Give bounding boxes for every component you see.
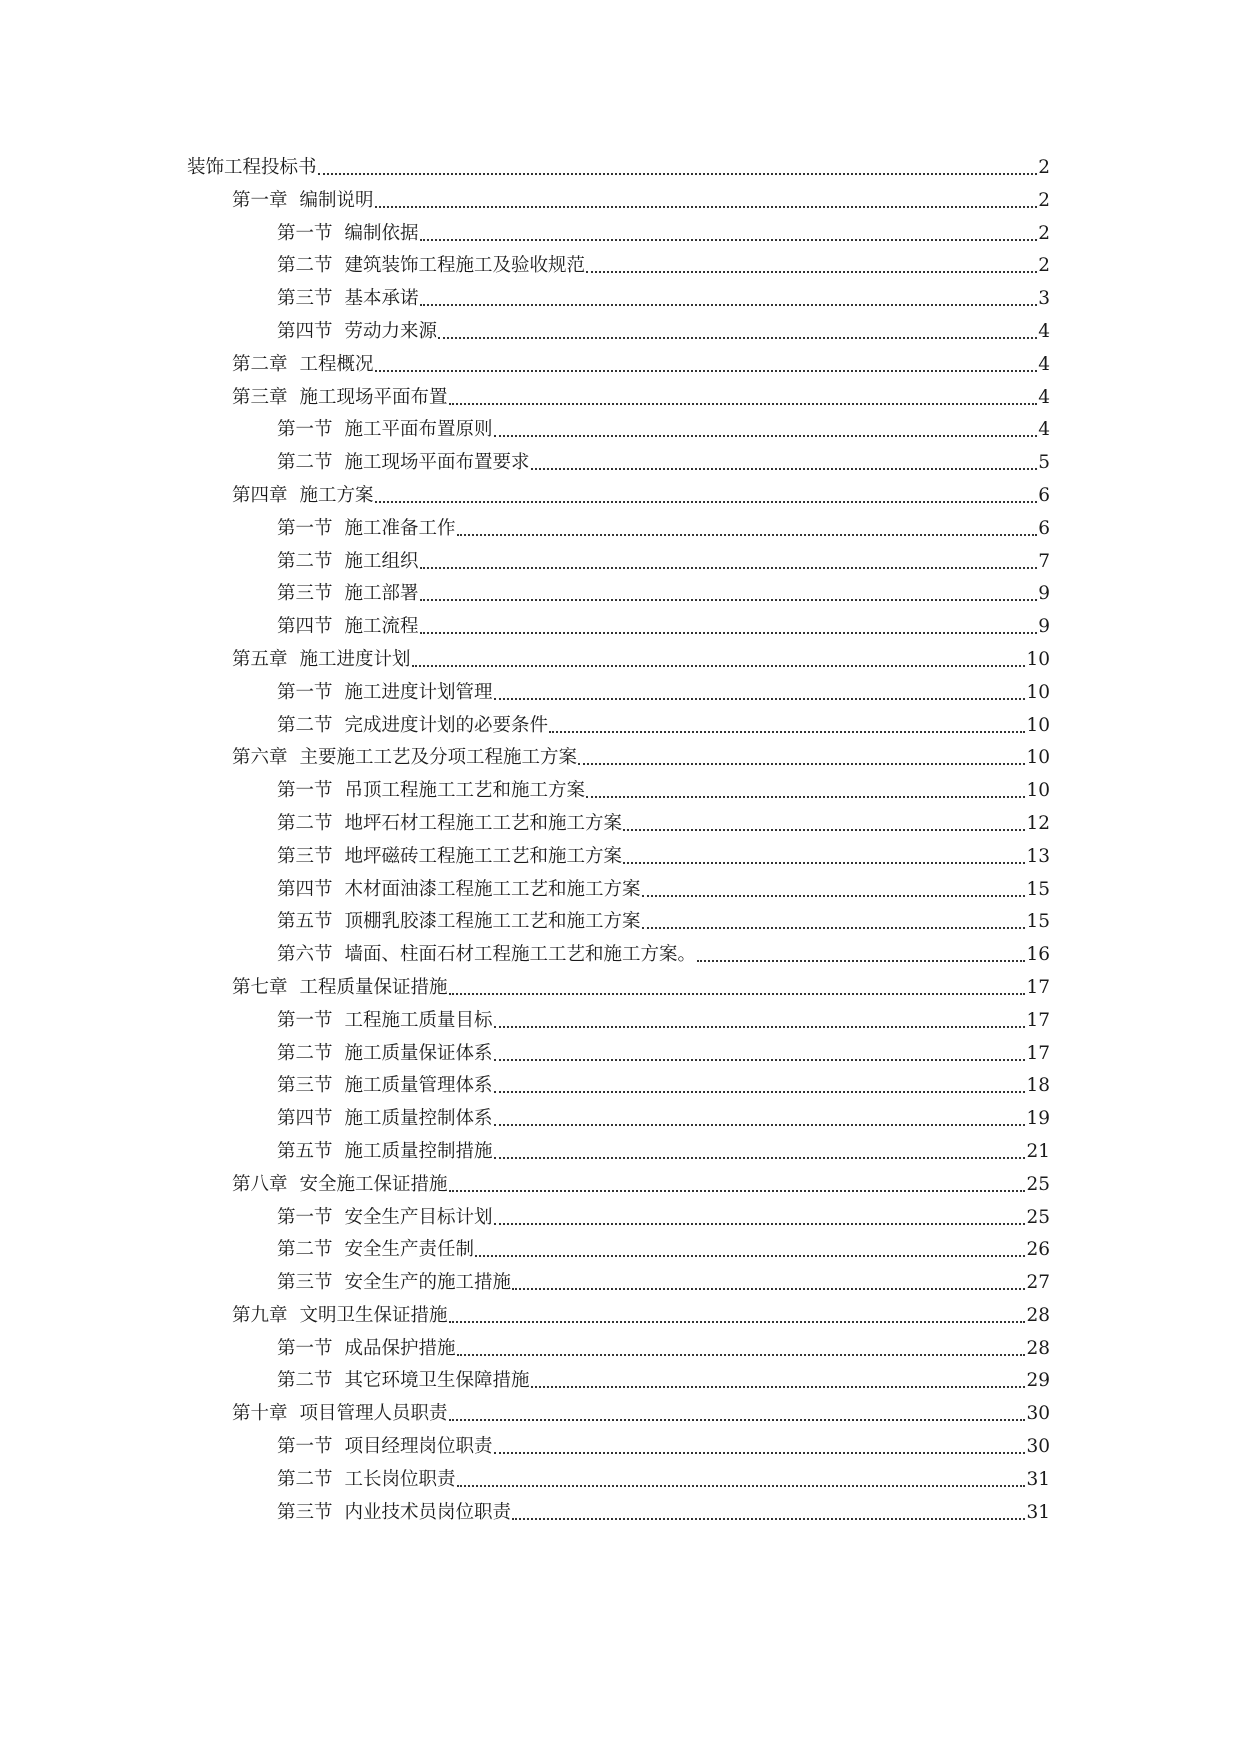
toc-row bbox=[232, 184, 1050, 212]
toc-title: 编制依据 bbox=[344, 222, 419, 244]
toc-page-number: 4 bbox=[1038, 353, 1050, 375]
toc-number: 第一章 bbox=[232, 189, 288, 211]
toc-entry-section[interactable] bbox=[0, 1266, 1241, 1299]
toc-label bbox=[277, 846, 622, 868]
toc-page-number: 5 bbox=[1038, 452, 1050, 474]
toc-row bbox=[232, 381, 1050, 409]
toc-entry-section[interactable] bbox=[0, 1496, 1241, 1529]
toc-page-number: 2 bbox=[1038, 157, 1050, 178]
toc-title: 装饰工程投标书 bbox=[187, 157, 317, 178]
toc-number: 第一节 bbox=[277, 780, 333, 802]
toc-number: 第一节 bbox=[277, 419, 333, 441]
dot-leader bbox=[642, 895, 1026, 897]
toc-row bbox=[277, 1496, 1050, 1524]
toc-number: 第四节 bbox=[277, 320, 333, 342]
toc-title: 工长岗位职责 bbox=[344, 1468, 456, 1490]
toc-page-number: 31 bbox=[1026, 1501, 1050, 1523]
toc-label bbox=[277, 1141, 493, 1163]
toc-row bbox=[277, 774, 1050, 802]
toc-title: 工程概况 bbox=[299, 353, 374, 375]
toc-row bbox=[277, 1004, 1050, 1032]
dot-leader bbox=[449, 1419, 1026, 1421]
toc-label bbox=[187, 157, 317, 179]
dot-leader bbox=[449, 403, 1038, 405]
toc-number: 第二节 bbox=[277, 452, 333, 474]
toc-entry-chapter[interactable] bbox=[0, 741, 1241, 774]
toc-label bbox=[277, 715, 548, 737]
toc-title: 施工方案 bbox=[299, 484, 374, 506]
toc-entry-section[interactable] bbox=[0, 217, 1241, 250]
table-of-contents bbox=[0, 151, 1241, 1528]
toc-entry-section[interactable] bbox=[0, 1102, 1241, 1135]
toc-row bbox=[277, 315, 1050, 343]
toc-number: 第十章 bbox=[232, 1403, 288, 1425]
toc-title: 基本承诺 bbox=[344, 288, 419, 310]
dot-leader bbox=[494, 1026, 1026, 1028]
toc-row bbox=[277, 1037, 1050, 1065]
toc-row bbox=[277, 873, 1050, 901]
toc-row bbox=[277, 1332, 1050, 1360]
toc-label bbox=[277, 1239, 474, 1261]
toc-label bbox=[277, 616, 419, 638]
toc-label bbox=[277, 879, 641, 901]
dot-leader bbox=[457, 534, 1038, 536]
dot-leader bbox=[375, 370, 1038, 372]
toc-number: 第五节 bbox=[277, 911, 333, 933]
toc-title: 文明卫生保证措施 bbox=[299, 1304, 448, 1326]
toc-entry-section[interactable] bbox=[0, 512, 1241, 545]
toc-page-number: 31 bbox=[1026, 1468, 1050, 1490]
dot-leader bbox=[494, 1124, 1026, 1126]
toc-number: 第一节 bbox=[277, 517, 333, 539]
toc-entry-section[interactable] bbox=[0, 873, 1241, 906]
toc-number: 第三节 bbox=[277, 1272, 333, 1294]
toc-number: 第四节 bbox=[277, 878, 333, 900]
toc-row bbox=[277, 676, 1050, 704]
toc-entry-chapter[interactable] bbox=[0, 184, 1241, 217]
toc-label bbox=[277, 944, 696, 966]
document-title bbox=[0, 21, 1, 22]
toc-number: 第九章 bbox=[232, 1304, 288, 1326]
toc-row bbox=[277, 577, 1050, 605]
toc-number: 第五章 bbox=[232, 648, 288, 670]
toc-title: 建筑装饰工程施工及验收规范 bbox=[344, 255, 586, 277]
toc-title: 地坪磁砖工程施工工艺和施工方案 bbox=[344, 845, 623, 867]
dot-leader bbox=[420, 567, 1038, 569]
toc-page-number: 10 bbox=[1026, 648, 1050, 670]
toc-row bbox=[232, 479, 1050, 507]
toc-number: 第六章 bbox=[232, 747, 288, 769]
dot-leader bbox=[449, 1321, 1026, 1323]
toc-row bbox=[232, 643, 1050, 671]
toc-number: 第二节 bbox=[277, 1042, 333, 1064]
toc-page-number: 2 bbox=[1038, 222, 1050, 244]
dot-leader bbox=[623, 829, 1025, 831]
toc-entry-section[interactable] bbox=[0, 1135, 1241, 1168]
toc-number: 第一节 bbox=[277, 1009, 333, 1031]
toc-title: 施工质量保证体系 bbox=[344, 1042, 493, 1064]
toc-title: 劳动力来源 bbox=[344, 320, 438, 342]
toc-page-number: 12 bbox=[1026, 812, 1050, 834]
dot-leader bbox=[494, 1059, 1026, 1061]
dot-leader bbox=[642, 927, 1026, 929]
toc-row bbox=[232, 1299, 1050, 1327]
dot-leader bbox=[549, 731, 1025, 733]
toc-label bbox=[232, 1305, 448, 1327]
toc-label bbox=[277, 1075, 493, 1097]
toc-title: 施工平面布置原则 bbox=[344, 419, 493, 441]
toc-page-number: 28 bbox=[1026, 1304, 1050, 1326]
toc-entry-chapter[interactable] bbox=[0, 1397, 1241, 1430]
toc-page-number: 13 bbox=[1026, 845, 1050, 867]
dot-leader bbox=[420, 239, 1038, 241]
toc-entry-section[interactable] bbox=[0, 577, 1241, 610]
toc-label bbox=[232, 387, 448, 409]
toc-title: 施工部署 bbox=[344, 583, 419, 605]
toc-row bbox=[277, 446, 1050, 474]
toc-label bbox=[277, 911, 641, 933]
dot-leader bbox=[457, 1354, 1026, 1356]
toc-label bbox=[277, 1207, 493, 1229]
toc-title: 完成进度计划的必要条件 bbox=[344, 714, 549, 736]
toc-entry-section[interactable] bbox=[0, 1201, 1241, 1234]
toc-number: 第八章 bbox=[232, 1173, 288, 1195]
toc-row bbox=[277, 840, 1050, 868]
toc-title: 项目经理岗位职责 bbox=[344, 1436, 493, 1458]
toc-row bbox=[277, 905, 1050, 933]
toc-number: 第三节 bbox=[277, 1075, 333, 1097]
toc-title: 编制说明 bbox=[299, 189, 374, 211]
toc-entry-chapter[interactable] bbox=[0, 479, 1241, 512]
toc-row bbox=[277, 512, 1050, 540]
toc-number: 第三节 bbox=[277, 1501, 333, 1523]
toc-number: 第五节 bbox=[277, 1140, 333, 1162]
dot-leader bbox=[697, 960, 1025, 962]
toc-label bbox=[277, 288, 419, 310]
toc-row bbox=[277, 1201, 1050, 1229]
toc-entry-section[interactable] bbox=[0, 1037, 1241, 1070]
toc-number: 第一节 bbox=[277, 1337, 333, 1359]
dot-leader bbox=[494, 1223, 1026, 1225]
toc-row bbox=[277, 1463, 1050, 1491]
toc-entry-section[interactable] bbox=[0, 807, 1241, 840]
toc-row bbox=[277, 1102, 1050, 1130]
toc-entry-title[interactable] bbox=[0, 151, 1241, 184]
toc-label bbox=[232, 354, 374, 376]
toc-entry-section[interactable] bbox=[0, 709, 1241, 742]
dot-leader bbox=[494, 1091, 1026, 1093]
dot-leader bbox=[375, 501, 1038, 503]
toc-number: 第二节 bbox=[277, 714, 333, 736]
dot-leader bbox=[494, 1452, 1026, 1454]
toc-entry-section[interactable] bbox=[0, 1332, 1241, 1365]
toc-number: 第二节 bbox=[277, 550, 333, 572]
toc-label bbox=[232, 649, 411, 671]
dot-leader bbox=[475, 1255, 1025, 1257]
toc-row bbox=[277, 610, 1050, 638]
dot-leader bbox=[449, 993, 1026, 995]
toc-label bbox=[232, 1403, 448, 1425]
toc-page-number: 15 bbox=[1026, 878, 1050, 900]
toc-label bbox=[232, 747, 577, 769]
toc-number: 第一节 bbox=[277, 681, 333, 703]
toc-page-number: 10 bbox=[1026, 747, 1050, 769]
toc-label bbox=[277, 255, 585, 277]
toc-title: 项目管理人员职责 bbox=[299, 1403, 448, 1425]
toc-label bbox=[277, 419, 493, 441]
toc-label bbox=[277, 682, 493, 704]
toc-entry-section[interactable] bbox=[0, 446, 1241, 479]
toc-row bbox=[232, 1397, 1050, 1425]
toc-row bbox=[232, 971, 1050, 999]
dot-leader bbox=[531, 1386, 1026, 1388]
toc-entry-section[interactable] bbox=[0, 1004, 1241, 1037]
toc-page-number: 4 bbox=[1038, 419, 1050, 441]
toc-number: 第一节 bbox=[277, 222, 333, 244]
dot-leader bbox=[494, 698, 1026, 700]
toc-title: 主要施工工艺及分项工程施工方案 bbox=[299, 747, 578, 769]
toc-title: 吊顶工程施工工艺和施工方案 bbox=[344, 780, 586, 802]
toc-page-number: 6 bbox=[1038, 517, 1050, 539]
toc-page-number: 10 bbox=[1026, 780, 1050, 802]
dot-leader bbox=[375, 206, 1038, 208]
toc-page-number: 28 bbox=[1026, 1337, 1050, 1359]
toc-label bbox=[277, 452, 530, 474]
toc-number: 第一节 bbox=[277, 1206, 333, 1228]
toc-title: 工程质量保证措施 bbox=[299, 976, 448, 998]
toc-entry-section[interactable] bbox=[0, 610, 1241, 643]
toc-entry-section[interactable] bbox=[0, 774, 1241, 807]
dot-leader bbox=[586, 796, 1025, 798]
dot-leader bbox=[420, 304, 1038, 306]
toc-entry-section[interactable] bbox=[0, 938, 1241, 971]
toc-row bbox=[277, 1233, 1050, 1261]
toc-title: 地坪石材工程施工工艺和施工方案 bbox=[344, 812, 623, 834]
dot-leader bbox=[420, 599, 1038, 601]
toc-entry-section[interactable] bbox=[0, 315, 1241, 348]
toc-number: 第七章 bbox=[232, 976, 288, 998]
toc-page-number: 9 bbox=[1038, 616, 1050, 638]
toc-number: 第二节 bbox=[277, 1239, 333, 1261]
toc-row bbox=[277, 709, 1050, 737]
toc-label bbox=[277, 551, 419, 573]
dot-leader bbox=[457, 1485, 1026, 1487]
dot-leader bbox=[512, 1518, 1025, 1520]
toc-entry-section[interactable] bbox=[0, 676, 1241, 709]
toc-label bbox=[277, 813, 622, 835]
toc-label bbox=[277, 1108, 493, 1130]
dot-leader bbox=[494, 1157, 1026, 1159]
toc-label bbox=[277, 1370, 530, 1392]
toc-page-number: 30 bbox=[1026, 1436, 1050, 1458]
toc-label bbox=[277, 1010, 493, 1032]
dot-leader bbox=[578, 763, 1025, 765]
toc-label bbox=[277, 518, 456, 540]
toc-label bbox=[232, 190, 374, 212]
toc-title: 安全生产的施工措施 bbox=[344, 1272, 512, 1294]
toc-number: 第三节 bbox=[277, 583, 333, 605]
toc-title: 墙面、柱面石材工程施工工艺和施工方案。 bbox=[344, 944, 697, 966]
toc-row bbox=[277, 938, 1050, 966]
toc-page-number: 9 bbox=[1038, 583, 1050, 605]
toc-title: 成品保护措施 bbox=[344, 1337, 456, 1359]
toc-page-number: 6 bbox=[1038, 484, 1050, 506]
toc-label bbox=[277, 1338, 456, 1360]
toc-page-number: 25 bbox=[1026, 1206, 1050, 1228]
toc-page-number: 2 bbox=[1038, 255, 1050, 277]
toc-label bbox=[277, 1469, 456, 1491]
toc-number: 第二节 bbox=[277, 255, 333, 277]
dot-leader bbox=[494, 435, 1038, 437]
toc-number: 第一节 bbox=[277, 1436, 333, 1458]
toc-page-number: 2 bbox=[1038, 189, 1050, 211]
toc-entry-chapter[interactable] bbox=[0, 1299, 1241, 1332]
toc-row bbox=[277, 1266, 1050, 1294]
toc-entry-section[interactable] bbox=[0, 1233, 1241, 1266]
toc-row bbox=[277, 217, 1050, 245]
toc-label bbox=[277, 1043, 493, 1065]
toc-page-number: 18 bbox=[1026, 1075, 1050, 1097]
toc-entry-chapter[interactable] bbox=[0, 348, 1241, 381]
toc-label bbox=[277, 1502, 511, 1524]
dot-leader bbox=[531, 468, 1038, 470]
toc-title: 施工进度计划管理 bbox=[344, 681, 493, 703]
toc-row bbox=[277, 1364, 1050, 1392]
dot-leader bbox=[420, 632, 1038, 634]
toc-row bbox=[277, 807, 1050, 835]
toc-page-number: 4 bbox=[1038, 386, 1050, 408]
toc-row bbox=[277, 1069, 1050, 1097]
toc-entry-section[interactable] bbox=[0, 840, 1241, 873]
toc-row bbox=[277, 413, 1050, 441]
toc-entry-section[interactable] bbox=[0, 1463, 1241, 1496]
toc-number: 第六节 bbox=[277, 944, 333, 966]
toc-title: 施工组织 bbox=[344, 550, 419, 572]
toc-label bbox=[277, 780, 585, 802]
toc-row bbox=[277, 1430, 1050, 1458]
toc-row bbox=[277, 1135, 1050, 1163]
toc-page-number: 17 bbox=[1026, 1009, 1050, 1031]
toc-page-number: 29 bbox=[1026, 1370, 1050, 1392]
dot-leader bbox=[512, 1288, 1025, 1290]
toc-entry-section[interactable] bbox=[0, 413, 1241, 446]
toc-page-number: 17 bbox=[1026, 976, 1050, 998]
toc-number: 第四节 bbox=[277, 616, 333, 638]
toc-entry-section[interactable] bbox=[0, 545, 1241, 578]
toc-title: 施工现场平面布置要求 bbox=[344, 452, 530, 474]
toc-entry-section[interactable] bbox=[0, 905, 1241, 938]
dot-leader bbox=[318, 173, 1038, 175]
toc-title: 施工质量控制措施 bbox=[344, 1140, 493, 1162]
toc-title: 安全施工保证措施 bbox=[299, 1173, 448, 1195]
toc-page-number: 17 bbox=[1026, 1042, 1050, 1064]
toc-number: 第二节 bbox=[277, 1468, 333, 1490]
toc-page-number: 21 bbox=[1026, 1140, 1050, 1162]
toc-entry-section[interactable] bbox=[0, 249, 1241, 282]
toc-entry-chapter[interactable] bbox=[0, 971, 1241, 1004]
toc-entry-section[interactable] bbox=[0, 1069, 1241, 1102]
toc-title: 施工准备工作 bbox=[344, 517, 456, 539]
toc-entry-chapter[interactable] bbox=[0, 1168, 1241, 1201]
toc-title: 施工现场平面布置 bbox=[299, 386, 448, 408]
toc-page-number: 4 bbox=[1038, 320, 1050, 342]
toc-label bbox=[277, 321, 437, 343]
toc-label bbox=[277, 1272, 511, 1294]
toc-label bbox=[232, 485, 374, 507]
toc-title: 安全生产目标计划 bbox=[344, 1206, 493, 1228]
toc-page-number: 7 bbox=[1038, 550, 1050, 572]
toc-number: 第二章 bbox=[232, 353, 288, 375]
toc-page-number: 10 bbox=[1026, 714, 1050, 736]
toc-label bbox=[277, 223, 419, 245]
toc-title: 木材面油漆工程施工工艺和施工方案 bbox=[344, 878, 641, 900]
toc-page-number: 30 bbox=[1026, 1403, 1050, 1425]
toc-title: 顶棚乳胶漆工程施工工艺和施工方案 bbox=[344, 911, 641, 933]
toc-row bbox=[187, 151, 1050, 179]
toc-number: 第二节 bbox=[277, 812, 333, 834]
toc-title: 内业技术员岗位职责 bbox=[344, 1501, 512, 1523]
toc-title: 安全生产责任制 bbox=[344, 1239, 475, 1261]
toc-number: 第三节 bbox=[277, 288, 333, 310]
toc-title: 工程施工质量目标 bbox=[344, 1009, 493, 1031]
toc-number: 第三节 bbox=[277, 845, 333, 867]
toc-number: 第四节 bbox=[277, 1108, 333, 1130]
toc-row bbox=[277, 282, 1050, 310]
toc-number: 第二节 bbox=[277, 1370, 333, 1392]
toc-row bbox=[277, 249, 1050, 277]
toc-page-number: 16 bbox=[1026, 944, 1050, 966]
toc-page-number: 27 bbox=[1026, 1272, 1050, 1294]
toc-title: 施工质量管理体系 bbox=[344, 1075, 493, 1097]
toc-page-number: 25 bbox=[1026, 1173, 1050, 1195]
toc-row bbox=[232, 1168, 1050, 1196]
toc-label bbox=[277, 1436, 493, 1458]
toc-page-number: 15 bbox=[1026, 911, 1050, 933]
toc-page-number: 26 bbox=[1026, 1239, 1050, 1261]
dot-leader bbox=[412, 665, 1026, 667]
toc-row bbox=[232, 348, 1050, 376]
toc-page-number: 3 bbox=[1038, 288, 1050, 310]
toc-row bbox=[232, 741, 1050, 769]
toc-number: 第三章 bbox=[232, 386, 288, 408]
toc-title: 施工流程 bbox=[344, 616, 419, 638]
toc-entry-section[interactable] bbox=[0, 282, 1241, 315]
toc-page-number: 19 bbox=[1026, 1108, 1050, 1130]
toc-number: 第四章 bbox=[232, 484, 288, 506]
toc-label bbox=[232, 977, 448, 999]
dot-leader bbox=[623, 862, 1025, 864]
toc-entry-chapter[interactable] bbox=[0, 381, 1241, 414]
dot-leader bbox=[586, 271, 1037, 273]
toc-label bbox=[232, 1174, 448, 1196]
toc-entry-chapter[interactable] bbox=[0, 643, 1241, 676]
toc-page-number: 10 bbox=[1026, 681, 1050, 703]
dot-leader bbox=[449, 1190, 1026, 1192]
dot-leader bbox=[438, 337, 1037, 339]
toc-label bbox=[277, 583, 419, 605]
toc-title: 其它环境卫生保障措施 bbox=[344, 1370, 530, 1392]
toc-title: 施工进度计划 bbox=[299, 648, 411, 670]
toc-title: 施工质量控制体系 bbox=[344, 1108, 493, 1130]
toc-entry-section[interactable] bbox=[0, 1364, 1241, 1397]
toc-entry-section[interactable] bbox=[0, 1430, 1241, 1463]
toc-row bbox=[277, 545, 1050, 573]
